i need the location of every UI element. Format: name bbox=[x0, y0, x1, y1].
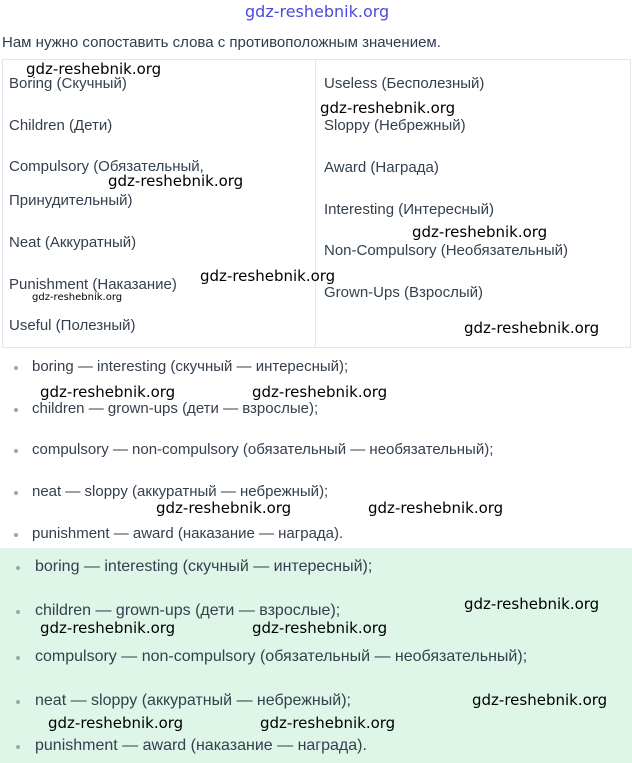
watermark: gdz-reshebnik.org bbox=[32, 292, 123, 303]
watermark: gdz-reshebnik.org bbox=[368, 499, 504, 517]
intro-text: Нам нужно сопоставить слова с противоположным значением. bbox=[2, 34, 441, 51]
watermark: gdz-reshebnik.org bbox=[252, 383, 388, 401]
watermark: gdz-reshebnik.org bbox=[412, 223, 548, 241]
watermark: gdz-reshebnik.org bbox=[252, 619, 388, 637]
watermark: gdz-reshebnik.org bbox=[40, 383, 176, 401]
watermark: gdz-reshebnik.org bbox=[108, 172, 244, 190]
watermark: gdz-reshebnik.org bbox=[40, 619, 176, 637]
watermark: gdz-reshebnik.org bbox=[472, 691, 608, 709]
watermark: gdz-reshebnik.org bbox=[245, 2, 390, 21]
table-left-cell: Useful (Полезный) bbox=[9, 317, 136, 334]
table-right-cell: Sloppy (Небрежный) bbox=[324, 117, 466, 134]
table-left-cell: Children (Дети) bbox=[9, 117, 113, 134]
table-left-cell: Punishment (Наказание) bbox=[9, 276, 177, 293]
word-table bbox=[2, 59, 631, 348]
table-right-cell: Award (Награда) bbox=[324, 159, 439, 176]
table-right-cell: Grown-Ups (Взрослый) bbox=[324, 284, 483, 301]
table-right-cell: Interesting (Интересный) bbox=[324, 201, 494, 218]
watermark: gdz-reshebnik.org bbox=[464, 595, 600, 613]
answer-block: boring — interesting (скучный — интересный); children — grown-ups (дети — взрослые); compulsory — non-compulsory (обязательный — необязательный); neat — sloppy (аккуратный — небрежный); punishment — award (наказание — награда). bbox=[0, 548, 632, 763]
table-left-cell: Boring (Скучный) bbox=[9, 75, 127, 92]
watermark: gdz-reshebnik.org bbox=[260, 714, 396, 732]
watermark: gdz-reshebnik.org bbox=[320, 99, 456, 117]
watermark: gdz-reshebnik.org bbox=[26, 60, 162, 78]
watermark: gdz-reshebnik.org bbox=[156, 499, 292, 517]
table-left-cell: Compulsory (Обязательный, bbox=[9, 158, 204, 175]
table-divider bbox=[315, 60, 316, 347]
table-right-cell: Non-Compulsory (Необязательный) bbox=[324, 242, 569, 259]
watermark: gdz-reshebnik.org bbox=[48, 714, 184, 732]
table-left-cell: Neat (Аккуратный) bbox=[9, 234, 137, 251]
table-right-cell: Useless (Бесполезный) bbox=[324, 75, 485, 92]
watermark: gdz-reshebnik.org bbox=[200, 267, 336, 285]
table-left-cell: Принудительный) bbox=[9, 192, 133, 209]
watermark: gdz-reshebnik.org bbox=[464, 319, 600, 337]
